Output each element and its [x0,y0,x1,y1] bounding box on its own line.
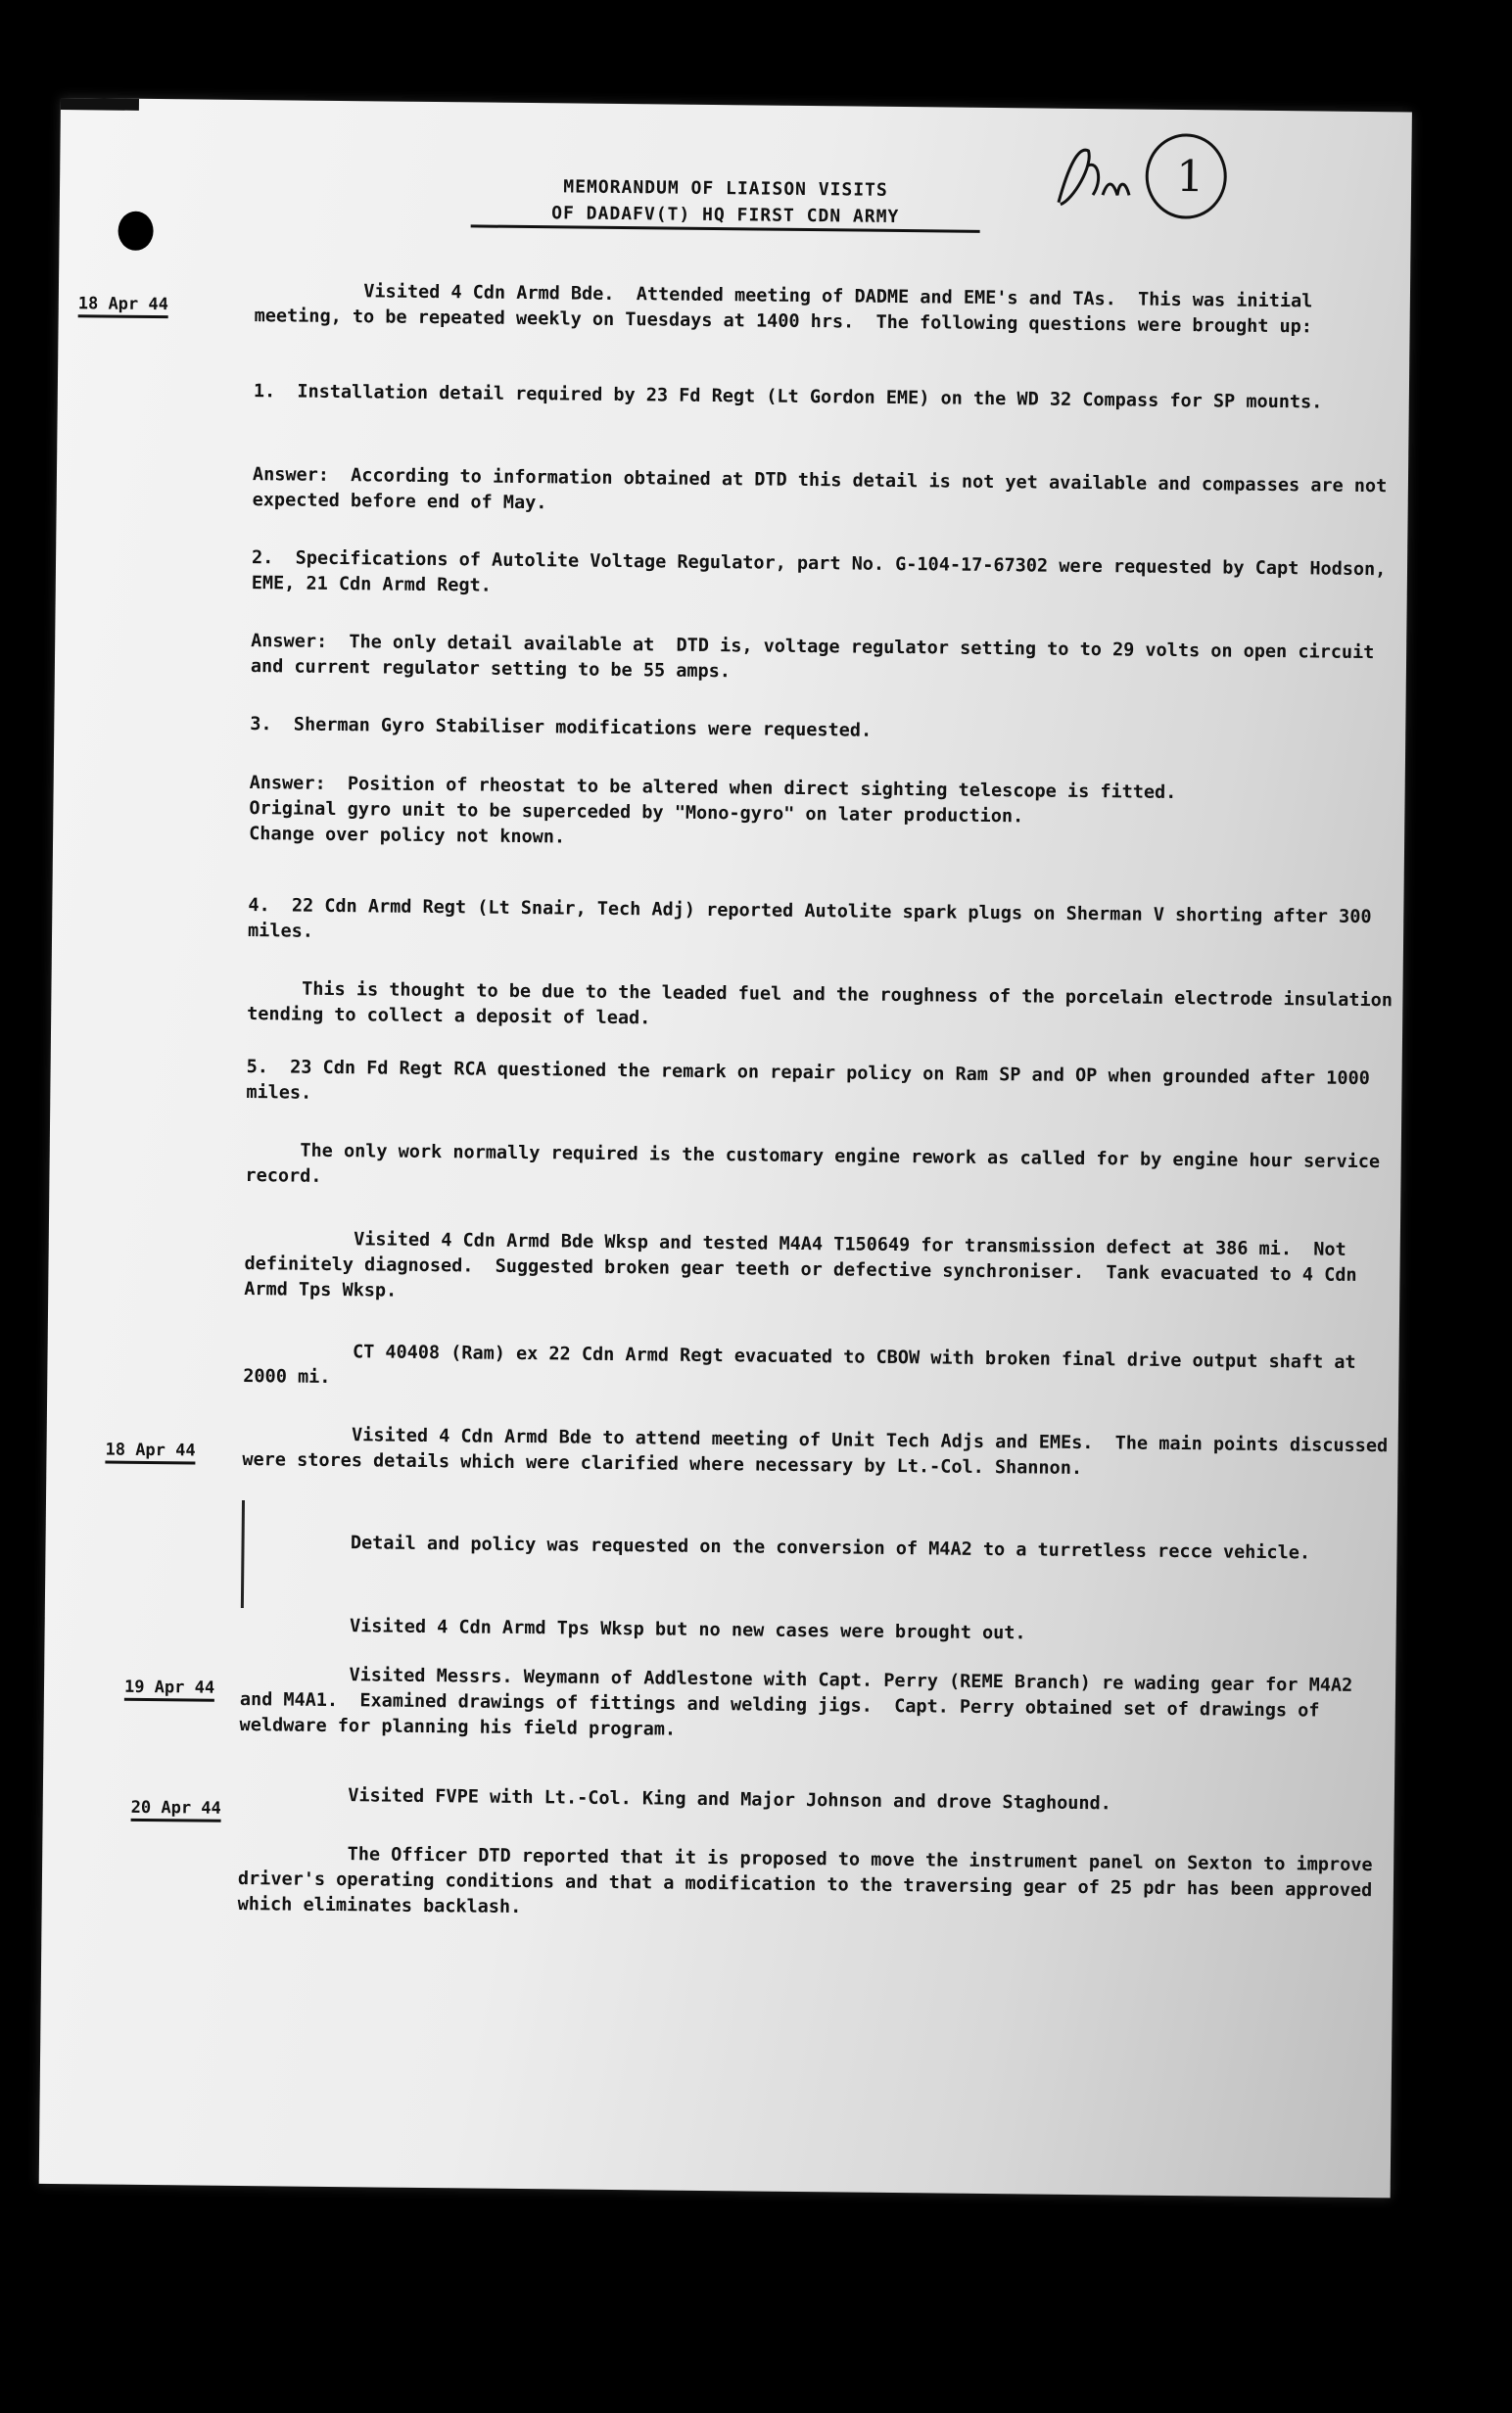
paragraph: The Officer DTD reported that it is proposed to move the instrument panel on Sexton to improve driver's operating conditions and that a modification to the traversing gear of 25 pdr has been approved which eliminates backlash. [237,1842,1384,1918]
question-item: 3. Sherman Gyro Stabiliser modifications were requested. [250,714,873,741]
paragraph: Visited 4 Cdn Armd Bde Wksp and tested M4A4 T150649 for transmission defect at 386 mi. Not definitely diagnosed. Suggested broken gear teeth or defective synchroniser. Tank evacuated to 4 Cdn Armd Tps Wksp. [244,1228,1368,1301]
paragraph: The only work normally required is the customary engine rework as called for by engine hour service record. [245,1140,1392,1187]
memo-subtitle: OF DADAFV(T) HQ FIRST CDN ARMY [471,202,980,232]
paragraph: Visited Messrs. Weymann of Addlestone with Capt. Perry (REME Branch) re wading gear for M4A2 and M4A1. Examined drawings of fittings and welding jigs. Capt. Perry obtained set of drawings of weldware for planning his field program. [239,1664,1364,1740]
question-item: 2. Specifications of Autolite Voltage Regulator, part No. G-104-17-67302 were requested by Capt Hodson, EME, 21 Cdn Armd Regt. [251,547,1397,596]
memo-title: MEMORANDUM OF LIAISON VISITS [563,176,888,201]
entry-date: 18 Apr 44 [78,294,168,318]
entry-date: 19 Apr 44 [124,1678,214,1702]
question-item: 4. 22 Cdn Armd Regt (Lt Snair, Tech Adj) reported Autolite spark plugs on Sherman V shorting after 300 miles. [247,895,1383,942]
punch-hole [118,212,153,251]
answer-paragraph: Answer: The only detail available at DTD is, voltage regulator setting to to 29 volts on open circuit and current regulator setting to be 55 amps. [250,631,1386,683]
handwritten-annotation [1049,126,1246,226]
entry-date: 18 Apr 44 [105,1441,195,1465]
paragraph: Visited 4 Cdn Armd Bde. Attended meeting of DADME and EME's and TAs. This was initial meeting, to be repeated weekly on Tuesdays at 1400 hrs. The following questions were brought up: [254,280,1324,338]
question-item: 1. Installation detail required by 23 Fd Regt (Lt Gordon EME) on the WD 32 Compass for SP mounts. [253,381,1323,413]
paragraph: Visited 4 Cdn Armd Tps Wksp but no new cases were brought out. [240,1615,1026,1644]
paragraph: Visited FVPE with Lt.-Col. King and Major Johnson and drove Staghound. [238,1784,1111,1815]
answer-paragraph: Answer: Position of rheostat to be altered when direct sighting telescope is fitted. Original gyro unit to be superceded by "Mono-gyro" on later production. Change over policy not known. [249,773,1177,848]
document-page [39,98,1412,2198]
corner-mark [61,98,139,111]
annotation-number: 1 [1175,151,1205,203]
question-item: 5. 23 Cdn Fd Regt RCA questioned the remark on repair policy on Ram SP and OP when grounded after 1000 miles. [246,1057,1382,1104]
paragraph: Visited 4 Cdn Armd Bde to attend meeting of Unit Tech Adjs and EMEs. The main points discussed were stores details which were clarified where necessary by Lt.-Col. Shannon. [242,1424,1399,1479]
paragraph: This is thought to be due to the leaded fuel and the roughness of the porcelain electrode insulation tending to collect a deposit of lead. [247,978,1404,1029]
paragraph: CT 40408 (Ram) ex 22 Cdn Armd Regt evacuated to CBOW with broken final drive output shaft at 2000 mi. [243,1341,1367,1388]
paragraph: Detail and policy was requested on the conversion of M4A2 to a turretless recce vehicle. [241,1532,1311,1564]
entry-date: 20 Apr 44 [131,1798,221,1822]
answer-paragraph: Answer: According to information obtained at DTD this detail is not yet available and compasses are not expected before end of May. [252,464,1398,514]
